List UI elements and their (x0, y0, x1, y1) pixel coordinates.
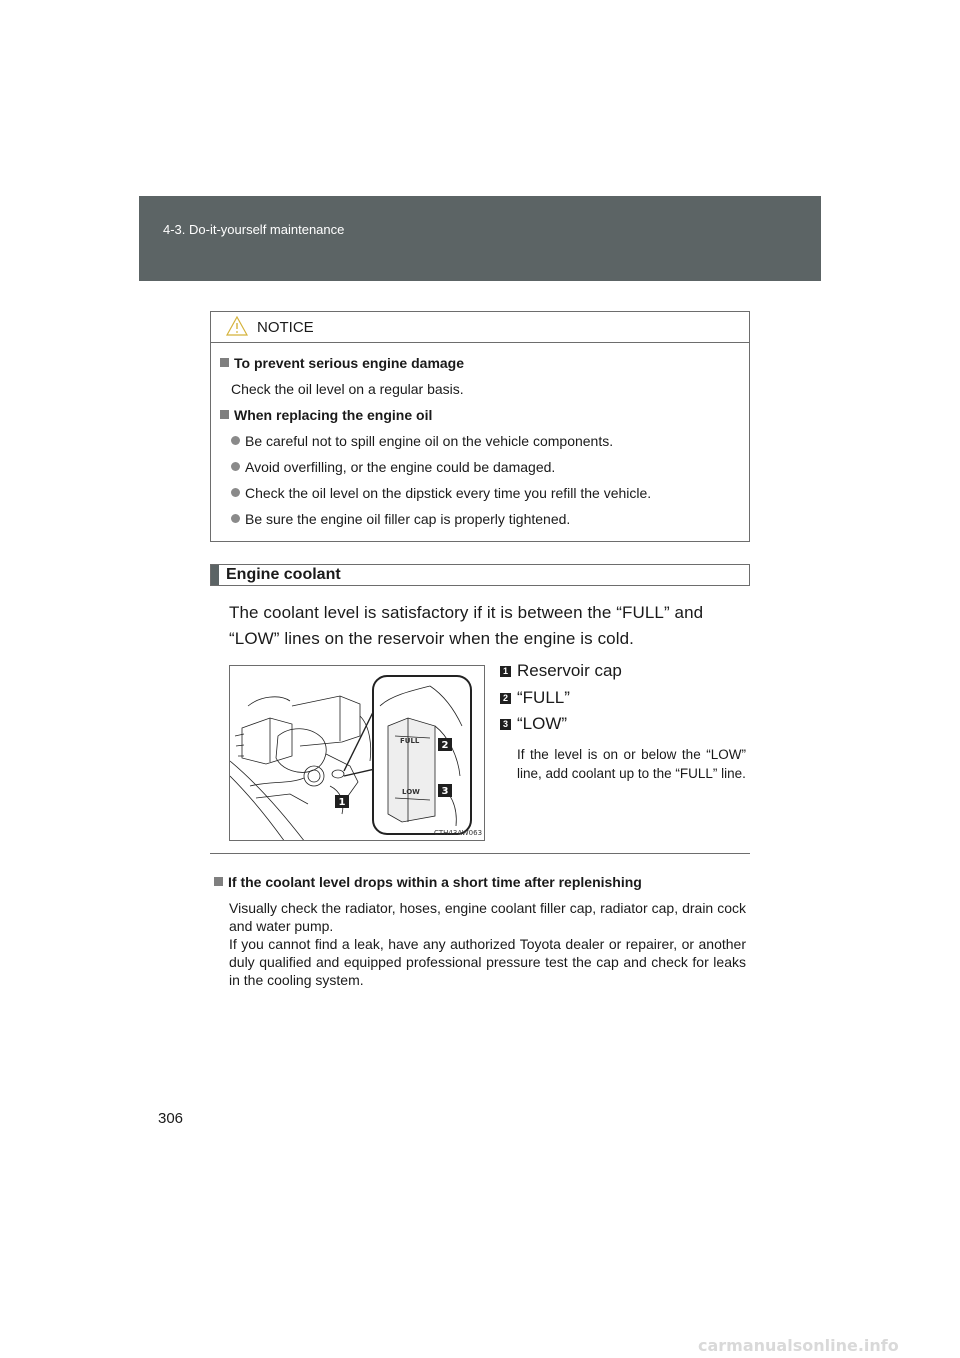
notice-bullet: Be careful not to spill engine oil on the vehicle components. (231, 433, 613, 449)
legend-note: If the level is on or below the “LOW” line, add coolant up to the “FULL” line. (517, 747, 746, 781)
dot-bullet-icon (231, 436, 240, 445)
notice-item-text: Check the oil level on a regular basis. (231, 381, 464, 397)
info-paragraph: Visually check the radiator, hoses, engine coolant filler cap, radiator cap, drain cock and water pump. (229, 900, 746, 934)
chapter-title: 4-3. Do-it-yourself maintenance (163, 222, 345, 237)
notice-bullet: Check the oil level on the dipstick every time you refill the vehicle. (231, 485, 651, 501)
square-bullet-icon (220, 358, 229, 367)
dot-bullet-icon (231, 514, 240, 523)
legend-item: 1 Reservoir cap (500, 661, 622, 681)
legend-badge: 2 (500, 693, 511, 704)
info-paragraph: If you cannot find a leak, have any authorized Toyota dealer or repairer, or another duly qualified and equipped professional pressure test the cap and check for leaks in the cooling system. (229, 936, 746, 988)
svg-text:2: 2 (441, 740, 449, 751)
dot-bullet-icon (231, 462, 240, 471)
svg-text:carmanualsonline.info: carmanualsonline.info (698, 1336, 899, 1355)
section-accent (211, 565, 219, 585)
chapter-header (139, 196, 821, 281)
notice-title: NOTICE (257, 319, 314, 336)
warning-triangle-icon (226, 316, 248, 336)
divider (210, 853, 750, 854)
dot-bullet-icon (231, 488, 240, 497)
legend-item: 3 “LOW” (500, 714, 567, 734)
figure-badge-1 (335, 795, 349, 808)
engine-drawing (230, 666, 485, 841)
low-marking: LOW (402, 788, 420, 796)
square-bullet-icon (214, 877, 223, 886)
legend-badge: 1 (500, 666, 511, 677)
info-heading: If the coolant level drops within a short time after replenishing (214, 874, 642, 890)
section-title: Engine coolant (226, 566, 341, 583)
legend-item: 2 “FULL” (500, 688, 570, 708)
notice-item-heading: When replacing the engine oil (220, 407, 432, 423)
page-number: 306 (158, 1110, 184, 1127)
svg-text:3: 3 (441, 786, 449, 797)
notice-box (210, 311, 750, 542)
square-bullet-icon (220, 410, 229, 419)
full-marking: FULL (400, 737, 420, 745)
notice-bullet: Avoid overfilling, or the engine could be damaged. (231, 459, 555, 475)
figure-code: CTH43AW063 (434, 829, 483, 837)
watermark-logo (698, 1336, 954, 1356)
notice-header (211, 312, 749, 343)
figure-badge-2 (438, 738, 452, 751)
info-body (229, 899, 746, 989)
section-heading-bar (210, 564, 750, 586)
notice-bullet: Be sure the engine oil filler cap is properly tightened. (231, 511, 570, 527)
intro-paragraph: The coolant level is satisfactory if it is between the “FULL” and “LOW” lines on the reservoir when the engine is cold. (229, 603, 704, 648)
engine-bay-illustration (229, 665, 485, 841)
legend-badge: 3 (500, 719, 511, 730)
figure-badge-3 (438, 784, 452, 797)
svg-text:1: 1 (338, 797, 346, 808)
notice-item-heading: To prevent serious engine damage (220, 355, 464, 371)
